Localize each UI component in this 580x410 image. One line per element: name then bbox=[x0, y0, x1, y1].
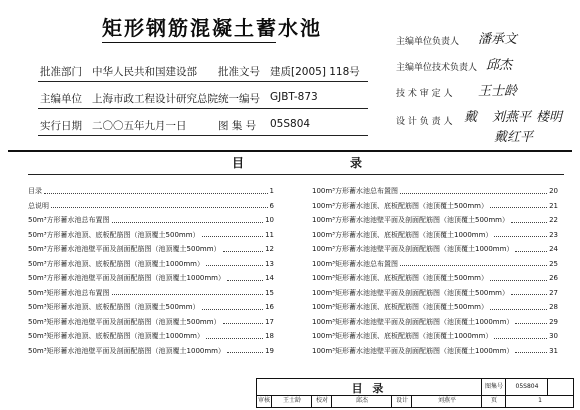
title-block-bottom-row bbox=[257, 395, 573, 407]
check-signature: 邱杰 bbox=[331, 395, 392, 407]
toc-entry-page: 12 bbox=[265, 245, 274, 254]
toc-entry bbox=[28, 213, 274, 228]
toc-entry-page: 10 bbox=[265, 216, 274, 225]
toc-entry bbox=[312, 242, 558, 257]
toc-heading-rule bbox=[28, 174, 564, 175]
toc-entry-title: 100m³矩形蓄水池池壁平面及剖面配筋图（池顶覆土1000mm） bbox=[312, 346, 514, 355]
toc-entry bbox=[28, 199, 274, 214]
toc-entry bbox=[28, 242, 274, 257]
effective-date-value: 二〇〇五年九月一日 bbox=[92, 120, 187, 132]
toc-entry-page: 11 bbox=[265, 230, 274, 239]
toc-leader-dots bbox=[511, 294, 547, 295]
approval-dept-value: 中华人民共和国建设部 bbox=[92, 66, 197, 78]
toc-entry bbox=[28, 271, 274, 286]
review-label: 审核 bbox=[257, 397, 270, 404]
toc-entry-title: 目录 bbox=[28, 187, 42, 196]
toc-entry bbox=[28, 315, 274, 330]
tech-reviewer-label: 技 术 审 定 人 bbox=[396, 89, 453, 99]
toc-entry-title: 50m³矩形蓄水池总布置图 bbox=[28, 288, 110, 297]
toc-leader-dots bbox=[511, 222, 547, 223]
signature: 楼明 bbox=[536, 110, 563, 125]
toc-leader-dots bbox=[400, 265, 547, 266]
toc-entry bbox=[312, 286, 558, 301]
toc-entry-title: 100m³方形蓄水池顶、底板配筋图（池顶覆土500mm） bbox=[312, 201, 488, 210]
toc-entry-page: 23 bbox=[549, 230, 558, 239]
toc-entry-title: 100m³方形蓄水池总布置图 bbox=[312, 187, 398, 196]
signature: 王士龄 bbox=[478, 84, 518, 99]
toc-entry-page: 16 bbox=[265, 303, 274, 312]
atlas-no-label: 图 集 号 bbox=[218, 120, 257, 132]
toc-entry bbox=[312, 271, 558, 286]
toc-entry-title: 100m³方形蓄水池池壁平面及剖面配筋图（池顶覆土1000mm） bbox=[312, 245, 514, 254]
toc-entry-title: 总说明 bbox=[28, 201, 49, 210]
toc-right-column bbox=[312, 184, 558, 358]
unified-no-label: 统一编号 bbox=[218, 93, 260, 105]
header-divider bbox=[8, 150, 572, 152]
toc-entry-page: 17 bbox=[265, 317, 274, 326]
toc-entry-page: 29 bbox=[549, 317, 558, 326]
approval-doc-label: 批准文号 bbox=[218, 66, 260, 78]
editor-unit-value: 上海市政工程设计研究总院 bbox=[92, 93, 218, 105]
toc-entry-title: 50m³矩形蓄水池顶、底板配筋图（池顶覆土500mm） bbox=[28, 303, 200, 312]
toc-entry bbox=[312, 300, 558, 315]
toc-entry-title: 50m³方形蓄水池池壁平面及剖面配筋图（池顶覆土500mm） bbox=[28, 245, 221, 254]
effective-date-label: 实行日期 bbox=[40, 120, 82, 132]
toc-entry-page: 25 bbox=[549, 259, 558, 268]
toc-leader-dots bbox=[227, 352, 263, 353]
cover-header bbox=[8, 6, 572, 146]
toc-entry-page: 19 bbox=[265, 346, 274, 355]
toc-entry bbox=[28, 300, 274, 315]
design-signature: 刘燕平 bbox=[411, 395, 482, 407]
toc-entry bbox=[312, 257, 558, 272]
toc-entry bbox=[28, 344, 274, 359]
atlas-label: 图集号 bbox=[481, 379, 506, 395]
review-signature: 王士龄 bbox=[271, 395, 312, 407]
toc-leader-dots bbox=[223, 323, 264, 324]
toc-entry bbox=[28, 329, 274, 344]
signature: 戴红平 bbox=[494, 130, 534, 145]
signature: 邱杰 bbox=[486, 58, 513, 73]
toc-leader-dots bbox=[44, 193, 268, 194]
toc-entry-page: 14 bbox=[265, 274, 274, 283]
editor-unit-label: 主编单位 bbox=[40, 93, 82, 105]
design-label: 设计 bbox=[391, 395, 412, 407]
toc-entry-title: 50m³矩形蓄水池池壁平面及剖面配筋图（池顶覆土500mm） bbox=[28, 317, 221, 326]
toc-entry-page: 27 bbox=[549, 288, 558, 297]
signature: 刘燕平 bbox=[492, 110, 532, 125]
toc-heading-right: 录 bbox=[350, 156, 363, 170]
toc-entry-title: 100m³方形蓄水池顶、底板配筋图（池顶覆土1000mm） bbox=[312, 230, 493, 239]
toc-entry-page: 30 bbox=[549, 332, 558, 341]
toc-entry-title: 100m³矩形蓄水池顶、底板配筋图（池顶覆土500mm） bbox=[312, 303, 488, 312]
header-row-rule bbox=[38, 81, 368, 82]
approval-doc-value: 建质[2005] 118号 bbox=[270, 66, 360, 78]
toc-leader-dots bbox=[490, 207, 547, 208]
unified-no-value: GJBT-873 bbox=[270, 91, 318, 103]
lead-unit-person-label: 主编单位负责人 bbox=[396, 37, 460, 47]
toc-entry bbox=[312, 329, 558, 344]
signature: 戴 bbox=[464, 110, 478, 125]
check-label: 校对 bbox=[311, 395, 332, 407]
toc-heading-left: 目 bbox=[232, 156, 245, 170]
signature: 潘承文 bbox=[478, 32, 518, 47]
toc-entry-title: 100m³矩形蓄水池池壁平面及剖面配筋图（池顶覆土500mm） bbox=[312, 288, 509, 297]
toc-entry-page: 21 bbox=[549, 201, 558, 210]
toc-entry-title: 50m³矩形蓄水池池壁平面及剖面配筋图（池顶覆土1000mm） bbox=[28, 346, 225, 355]
toc-leader-dots bbox=[494, 236, 547, 237]
toc-entry-title: 50m³矩形蓄水池顶、底板配筋图（池顶覆土1000mm） bbox=[28, 332, 204, 341]
title-underline bbox=[102, 42, 276, 43]
toc-entry bbox=[312, 184, 558, 199]
toc-entry bbox=[28, 228, 274, 243]
toc-entry bbox=[28, 286, 274, 301]
toc-entry-page: 15 bbox=[265, 288, 274, 297]
toc-entry-page: 22 bbox=[549, 216, 558, 225]
toc-leader-dots bbox=[202, 236, 264, 237]
toc-entry-page: 24 bbox=[549, 245, 558, 254]
title-block-spare-cell bbox=[547, 379, 574, 395]
toc-leader-dots bbox=[112, 294, 264, 295]
header-row-rule bbox=[38, 135, 368, 136]
toc-leader-dots bbox=[112, 222, 264, 223]
toc-leader-dots bbox=[490, 309, 547, 310]
toc-leader-dots bbox=[223, 251, 264, 252]
document-title: 矩形钢筋混凝土蓄水池 bbox=[102, 16, 322, 40]
toc-entry bbox=[28, 184, 274, 199]
toc-entry bbox=[312, 344, 558, 359]
title-block bbox=[256, 378, 574, 408]
toc-entry-title: 100m³矩形蓄水池顶、底板配筋图（池顶覆土500mm） bbox=[312, 274, 488, 283]
toc-entry-page: 1 bbox=[269, 187, 274, 196]
toc-entry-page: 28 bbox=[549, 303, 558, 312]
page-value: 1 bbox=[505, 395, 574, 407]
toc-entry-page: 18 bbox=[265, 332, 274, 341]
atlas-no-value: 05S804 bbox=[270, 118, 311, 130]
lead-tech-person-label: 主编单位技术负责人 bbox=[396, 63, 478, 73]
toc-entry-title: 100m³方形蓄水池池壁平面及剖面配筋图（池顶覆土500mm） bbox=[312, 216, 509, 225]
toc-entry-page: 31 bbox=[549, 346, 558, 355]
title-block-title: 目 录 bbox=[351, 382, 387, 395]
toc-entry-page: 13 bbox=[265, 259, 274, 268]
toc-entry bbox=[312, 213, 558, 228]
approval-dept-label: 批准部门 bbox=[40, 66, 82, 78]
toc-entry-title: 50m³方形蓄水池池壁平面及剖面配筋图（池顶覆土1000mm） bbox=[28, 274, 225, 283]
toc-entry-title: 100m³矩形蓄水池顶、底板配筋图（池顶覆土1000mm） bbox=[312, 332, 493, 341]
toc-entry-page: 26 bbox=[549, 274, 558, 283]
toc-leader-dots bbox=[206, 265, 263, 266]
design-person-label: 设 计 负 责 人 bbox=[396, 117, 453, 127]
toc-left-column bbox=[28, 184, 274, 358]
toc-leader-dots bbox=[490, 280, 547, 281]
toc-entry-title: 100m³矩形蓄水池总布置图 bbox=[312, 259, 398, 268]
toc-leader-dots bbox=[227, 280, 263, 281]
toc-entry bbox=[312, 228, 558, 243]
title-block-top-row bbox=[257, 379, 573, 396]
atlas-value: 05S804 bbox=[505, 379, 548, 395]
toc-leader-dots bbox=[206, 338, 263, 339]
toc-entry-title: 50m³方形蓄水池顶、底板配筋图（池顶覆土1000mm） bbox=[28, 259, 204, 268]
toc-leader-dots bbox=[202, 309, 264, 310]
toc-entry-page: 6 bbox=[269, 201, 274, 210]
table-of-contents bbox=[28, 154, 564, 374]
toc-entry-title: 50m³方形蓄水池总布置图 bbox=[28, 216, 110, 225]
toc-entry-title: 50m³方形蓄水池顶、底板配筋图（池顶覆土500mm） bbox=[28, 230, 200, 239]
toc-leader-dots bbox=[515, 352, 547, 353]
toc-entry-page: 20 bbox=[549, 187, 558, 196]
toc-leader-dots bbox=[51, 207, 268, 208]
toc-entry bbox=[28, 257, 274, 272]
toc-entry-title: 100m³矩形蓄水池池壁平面及剖面配筋图（池顶覆土1000mm） bbox=[312, 317, 514, 326]
toc-leader-dots bbox=[515, 323, 547, 324]
toc-leader-dots bbox=[400, 193, 547, 194]
toc-entry bbox=[312, 315, 558, 330]
page-label: 页 bbox=[481, 395, 506, 407]
toc-entry bbox=[312, 199, 558, 214]
toc-leader-dots bbox=[515, 251, 547, 252]
toc-leader-dots bbox=[494, 338, 547, 339]
header-row-rule bbox=[38, 108, 368, 109]
